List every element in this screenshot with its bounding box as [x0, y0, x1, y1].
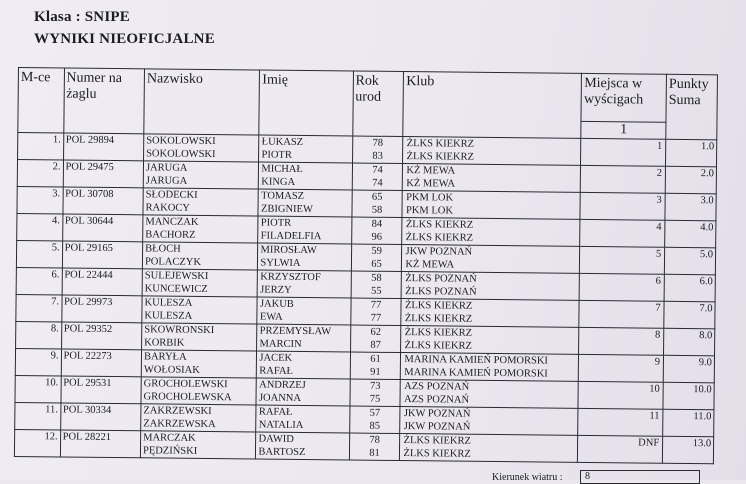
race-1-cell: 11: [578, 408, 663, 436]
surname-cell-line: JARUGA: [145, 162, 188, 174]
club-cell-line: ŻLKS KIEKRZ: [406, 138, 475, 150]
place-cell: 4.: [17, 213, 63, 240]
surname-cell-line: ZAKRZEWSKI: [143, 405, 212, 418]
club-cell-line: ŻLKS KIEKRZ: [405, 219, 474, 231]
place-cell: 1.: [18, 133, 64, 160]
points-cell: 6.0: [664, 274, 715, 302]
surname-cell-line: PĘDZIŃSKI: [142, 445, 198, 457]
club-cell: [403, 164, 581, 193]
club-cell-line: ŻLKS POZNAŃ: [405, 273, 477, 285]
birth-year-cell-line: 85: [369, 420, 381, 432]
place-cell: 7.: [16, 294, 62, 321]
club-cell: [402, 245, 580, 274]
firstname-cell-line: BARTOSZ: [258, 446, 306, 459]
club-cell-line: AZS POZNAŃ: [403, 394, 470, 406]
birth-year-cell: [349, 406, 400, 434]
surname-cell-line: MARCZAK: [143, 432, 196, 444]
surname-cell: [140, 431, 256, 459]
sail-number-cell: POL 30644: [62, 214, 143, 242]
birth-year-cell: [352, 136, 403, 164]
sail-number-cell: POL 28221: [60, 430, 141, 458]
firstname-cell: [258, 189, 351, 217]
sail-number-cell: POL 30334: [60, 403, 141, 431]
birth-year-cell-line: 59: [371, 245, 382, 257]
header-sail-number: Numer na żaglu: [63, 68, 144, 134]
club-cell-line: PKM LOK: [406, 192, 454, 204]
race-1-cell: 3: [580, 192, 665, 220]
birth-year-cell: [350, 298, 401, 326]
firstname-cell-line: SYLWIA: [260, 257, 301, 269]
club-cell: [400, 407, 578, 436]
points-cell: 10.0: [663, 382, 714, 410]
sail-number-cell: POL 29165: [62, 241, 143, 269]
header-birth-year: Rok urod: [352, 71, 404, 137]
surname-cell-line: JARUGA: [145, 175, 188, 187]
firstname-cell-line: MICHAŁ: [261, 163, 303, 175]
firstname-cell: [256, 378, 349, 406]
birth-year-cell: [350, 352, 401, 380]
points-cell: 11.0: [663, 409, 714, 437]
firstname-cell-line: TOMASZ: [261, 190, 305, 203]
sail-number-cell: POL 29973: [61, 295, 142, 323]
header-place: M-ce: [18, 68, 64, 133]
place-cell: 5.: [16, 240, 62, 267]
place-cell: 11.: [15, 402, 61, 429]
results-title: WYNIKI NIEOFICJALNE: [34, 31, 215, 47]
firstname-cell-line: JAKUB: [259, 298, 294, 310]
surname-cell: [144, 134, 260, 162]
club-cell-line: ŻLKS KIEKRZ: [405, 232, 474, 244]
birth-year-cell-line: 65: [371, 258, 382, 270]
points-cell: 5.0: [664, 247, 715, 275]
club-cell: [402, 218, 580, 247]
header-points-total: Punkty Suma: [666, 74, 718, 140]
club-cell-line: ŻLKS KIEKRZ: [404, 300, 473, 312]
firstname-cell: [257, 297, 350, 325]
place-cell: 12.: [14, 429, 60, 456]
birth-year-cell-line: 84: [371, 218, 383, 230]
birth-year-cell: [352, 190, 403, 218]
surname-cell-line: SŁODECKI: [145, 189, 198, 201]
firstname-cell-line: JOANNA: [258, 392, 302, 404]
birth-year-cell-line: 83: [372, 150, 383, 162]
club-cell-line: KŻ MEWA: [406, 165, 456, 177]
sail-number-cell: POL 22444: [62, 268, 143, 296]
race-1-cell: 9: [579, 354, 664, 382]
race-1-cell: 5: [580, 246, 665, 274]
birth-year-cell-line: 58: [371, 204, 383, 216]
firstname-cell-line: MIROSŁAW: [260, 244, 317, 257]
place-cell: 8.: [16, 321, 62, 348]
surname-cell-line: GROCHOLEWSKI: [143, 378, 228, 391]
firstname-cell-line: ANDRZEJ: [259, 379, 306, 392]
firstname-cell-line: PRZEMYSŁAW: [259, 325, 332, 338]
surname-cell: [142, 323, 258, 351]
firstname-cell: [258, 243, 351, 271]
surname-cell-line: SULEJEWSKI: [144, 270, 209, 283]
club-cell-line: ŻLKS KIEKRZ: [403, 435, 472, 447]
club-cell-line: ŻLKS KIEKRZ: [406, 151, 474, 163]
firstname-cell: [257, 324, 350, 352]
club-cell-line: JKW POZNAŃ: [403, 421, 471, 433]
birth-year-cell-line: 55: [370, 285, 382, 297]
club-cell: [403, 137, 581, 166]
results-body: [14, 133, 716, 464]
surname-cell-line: ZAKRZEWSKA: [143, 418, 216, 431]
wind-direction-label: Kierunek wiatru :: [492, 472, 563, 483]
club-cell-line: ŻLKS KIEKRZ: [403, 448, 471, 460]
birth-year-cell-line: 74: [372, 164, 383, 176]
birth-year-cell: [351, 217, 402, 245]
firstname-cell-line: NATALIA: [258, 419, 304, 432]
surname-cell-line: SKOWRONSKI: [144, 324, 215, 337]
race-1-cell: 6: [579, 273, 664, 301]
surname-cell: [143, 161, 259, 189]
firstname-cell-line: PIOTR: [261, 149, 292, 161]
birth-year-cell-line: 78: [372, 137, 384, 149]
points-cell: 7.0: [664, 301, 715, 329]
club-cell: [401, 299, 579, 328]
surname-cell: [143, 215, 259, 243]
surname-cell-line: SOKOLOWSKI: [146, 135, 216, 148]
surname-cell-line: KUNCEWICZ: [144, 283, 208, 295]
club-cell-line: JKW POZNAŃ: [403, 408, 471, 420]
sail-number-cell: POL 29531: [61, 376, 142, 404]
firstname-cell: [257, 351, 350, 379]
race-1-cell: 4: [580, 219, 665, 247]
place-cell: 10.: [15, 375, 61, 402]
race-1-cell: 10: [578, 381, 663, 409]
firstname-cell-line: JERZY: [260, 284, 292, 296]
surname-cell-line: WOŁOSIAK: [143, 364, 200, 376]
surname-cell-line: RAKOCY: [145, 202, 190, 214]
header-surname: Nazwisko: [144, 69, 260, 135]
firstname-cell-line: FILADELFIA: [260, 230, 322, 243]
club-cell-line: ŻLKS KIEKRZ: [404, 340, 473, 352]
birth-year-cell-line: 73: [369, 380, 381, 392]
club-cell-line: KŻ MEWA: [406, 178, 456, 190]
firstname-cell-line: PIOTR: [260, 217, 292, 229]
club-cell: [401, 326, 579, 355]
firstname-cell: [259, 162, 352, 190]
wind-direction-value: 8: [585, 471, 590, 482]
points-cell: 1.0: [666, 139, 717, 167]
birth-year-cell: [351, 271, 402, 299]
surname-cell: [142, 269, 258, 297]
surname-cell: [142, 242, 258, 270]
surname-cell: [143, 188, 259, 216]
place-cell: 3.: [17, 186, 63, 213]
birth-year-cell: [349, 433, 400, 461]
surname-cell-line: MANCZAK: [145, 216, 199, 228]
class-title: Klasa : SNIPE: [34, 9, 130, 25]
sail-number-cell: POL 22273: [61, 349, 142, 377]
place-cell: 2.: [17, 160, 63, 187]
points-cell: 9.0: [663, 355, 714, 383]
points-cell: 13.0: [662, 436, 713, 464]
firstname-cell-line: RAFAŁ: [259, 365, 293, 377]
birth-year-cell-line: 65: [371, 191, 383, 203]
club-cell-line: AZS POZNAŃ: [404, 381, 470, 393]
sail-number-cell: POL 29352: [61, 322, 142, 350]
place-cell: 9.: [15, 348, 61, 375]
firstname-cell-line: KINGA: [261, 176, 296, 188]
firstname-cell-line: KRZYSZTOF: [260, 271, 321, 284]
surname-cell-line: KORBIK: [144, 337, 185, 349]
firstname-cell: [258, 270, 351, 298]
header-race-1: 1: [581, 121, 666, 139]
club-cell-line: ŻLKS POZNAŃ: [405, 286, 477, 298]
birth-year-cell-line: 91: [370, 366, 381, 378]
points-cell: 8.0: [664, 328, 715, 356]
club-cell: [402, 191, 580, 220]
race-1-cell: 8: [579, 327, 664, 355]
firstname-cell-line: ŁUKASZ: [261, 136, 304, 148]
sail-number-cell: POL 30708: [62, 187, 143, 215]
wind-direction-box: [580, 470, 700, 484]
club-cell-line: PKM LOK: [405, 205, 454, 217]
sail-number-cell: POL 29894: [63, 133, 144, 161]
birth-year-cell-line: 78: [369, 434, 380, 446]
firstname-cell-line: JACEK: [259, 352, 293, 364]
club-cell: [400, 434, 578, 463]
birth-year-cell-line: 74: [372, 177, 383, 189]
firstname-cell-line: MARCIN: [259, 338, 302, 350]
club-cell: [402, 272, 580, 301]
sail-number-cell: POL 29475: [63, 160, 144, 188]
race-1-cell: 1: [581, 138, 666, 166]
club-cell-line: ŻLKS KIEKRZ: [404, 327, 473, 339]
surname-cell-line: BŁOCH: [145, 243, 181, 255]
surname-cell-line: GROCHOLEWSKA: [143, 391, 232, 404]
surname-cell-line: POLACZYK: [144, 256, 202, 268]
surname-cell: [142, 296, 258, 324]
points-cell: 2.0: [665, 166, 716, 194]
firstname-cell: [256, 405, 349, 433]
race-1-cell: 7: [579, 300, 664, 328]
surname-cell-line: BARYŁA: [143, 351, 187, 363]
firstname-cell: [256, 432, 349, 460]
birth-year-cell-line: 75: [369, 393, 381, 405]
club-cell: [400, 380, 578, 409]
results-table: [14, 67, 718, 464]
birth-year-cell-line: 81: [369, 447, 380, 459]
birth-year-cell: [350, 379, 401, 407]
points-cell: 3.0: [665, 193, 716, 221]
birth-year-cell: [351, 244, 402, 272]
surname-cell: [141, 404, 257, 432]
firstname-cell: [258, 216, 351, 244]
firstname-cell-line: ZBIGNIEW: [260, 203, 313, 216]
birth-year-cell-line: 87: [370, 339, 381, 351]
header-club: Klub: [403, 72, 582, 139]
birth-year-cell: [350, 325, 401, 353]
surname-cell: [141, 377, 257, 405]
race-1-cell: 2: [581, 165, 666, 193]
club-cell-line: MARINA KAMIEŃ POMORSKI: [404, 367, 548, 380]
birth-year-cell-line: 61: [370, 353, 381, 365]
club-cell-line: MARINA KAMIEŃ POMORSKI: [404, 354, 548, 367]
club-cell-line: ŻLKS KIEKRZ: [404, 313, 473, 325]
firstname-cell-line: EWA: [259, 311, 283, 323]
club-cell: [401, 353, 579, 382]
birth-year-cell: [352, 163, 403, 191]
points-cell: 4.0: [665, 220, 716, 248]
surname-cell-line: SOKOLOWSKI: [146, 148, 216, 161]
club-cell-line: KŻ MEWA: [405, 259, 455, 271]
birth-year-cell-line: 57: [369, 407, 381, 419]
race-1-cell: DNF: [578, 435, 663, 463]
birth-year-cell-line: 96: [371, 231, 383, 243]
firstname-cell-line: RAFAŁ: [258, 406, 293, 418]
birth-year-cell-line: 58: [371, 272, 382, 284]
place-cell: 6.: [16, 267, 62, 294]
birth-year-cell-line: 77: [370, 312, 382, 324]
header-race-places: Miejsca w wyścigach: [581, 73, 666, 122]
surname-cell-line: KULESZA: [144, 310, 193, 322]
firstname-cell-line: DAWID: [258, 433, 294, 445]
firstname-cell: [259, 135, 352, 163]
club-cell-line: JKW POZNAŃ: [405, 246, 473, 258]
surname-cell-line: KULESZA: [144, 297, 193, 309]
surname-cell: [141, 350, 257, 378]
header-firstname: Imię: [259, 70, 353, 136]
birth-year-cell-line: 77: [370, 299, 382, 311]
birth-year-cell-line: 62: [370, 326, 382, 338]
surname-cell-line: BACHORZ: [145, 229, 196, 241]
